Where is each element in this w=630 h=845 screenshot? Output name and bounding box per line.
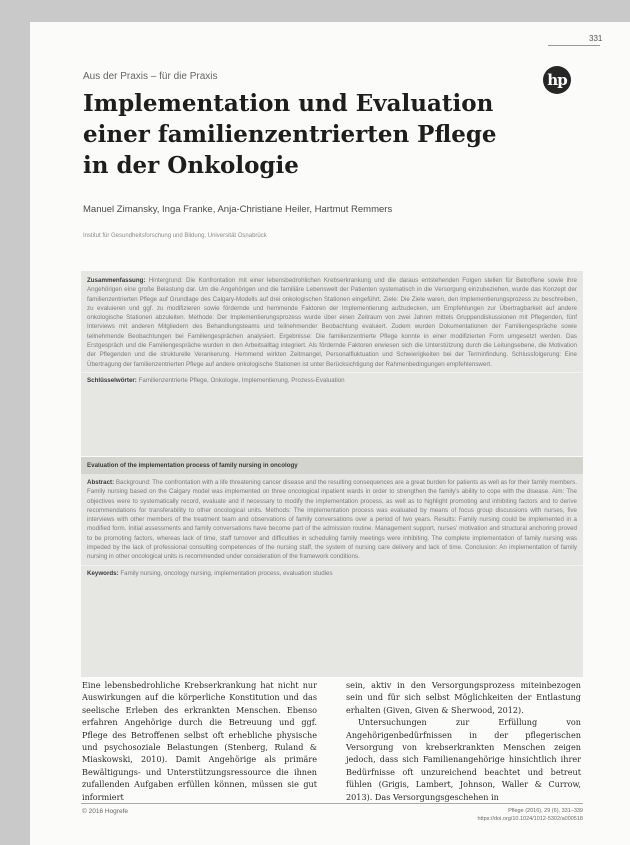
english-keywords-text: Family nursing, oncology nursing, implementation process, evaluation studies xyxy=(120,569,333,577)
footer-divider xyxy=(81,803,583,804)
english-abstract xyxy=(81,474,583,562)
hogrefe-logo-icon: hp xyxy=(543,66,571,94)
german-abstract-box xyxy=(81,271,583,456)
section-kicker: Aus der Praxis – für die Praxis xyxy=(83,71,218,82)
german-abstract-heading: Zusammenfassung: xyxy=(87,277,146,284)
citation-block xyxy=(470,807,583,823)
german-abstract-text: Hintergrund: Die Konfrontation mit einer lebensbedrohlichen Krebserkrankung und die daraus entstehenden Folgen stellen für Betroffene sowie ihre Angehörigen eine große Belastung dar. Um die Angehörigen und die familiäre Lebenswelt der Patienten systematisch in die Versorgung einzubeziehen, wurde das Konzept der familienzentrierten Pflege auf Grundlage des Calgary-Modells auf drei onkologischen Stationen eingeführt. Ziele: Die Ziele waren, den Implementierungsprozess zu beschreiben, zu evaluieren und ggf. zu modifizieren sowie fördernde und hemmende Faktoren der Implementierung aufzudecken, um Empfehlungen zur Übertragbarkeit auf andere onkologische Stationen abzuleiten. Methode: Der Implementierungsprozess wurde über einen Zeitraum von zwei Jahren mittels Gruppendiskussionen mit Pflegenden, fünf Interviews mit anderen Mitgliedern des Behandlungsteams und teilnehmender Beobachtung evaluiert. Zudem wurden Dokumentationen der Familiengespräche sowie teilnehmende Beobachtungen bei Familiengesprächen analysiert. Ergebnisse: Die familienzentrierte Pflege konnte in einer modifizierten Form umgesetzt werden. Das Erstgespräch und die Familiengespräche wurden in den Arbeitsalltag integriert. Als fördernde Faktoren erwiesen sich die Unterstützung durch die Leitungsebene, die Motivation der Pflegenden und die strukturelle Verankerung. Hemmend wirkten Zeitmangel, Personalfluktuation und Schwierigkeiten bei der Terminfindung. Schlussfolgerung: Eine Übertragung der familienzentrierten Pflege auf andere onkologische Stationen ist unter Berücksichtigung der Rahmenbedingungen empfehlenswert. xyxy=(87,277,577,368)
title-line-2: einer familienzentrierten Pflege xyxy=(83,121,497,148)
english-keywords-label: Keywords: xyxy=(87,569,119,577)
affiliation: Institut für Gesundheitsforschung und Bildung, Universität Osnabrück xyxy=(83,233,267,239)
page-number-rule xyxy=(548,45,600,46)
title-line-1: Implementation und Evaluation xyxy=(83,90,494,117)
page-number: 331 xyxy=(589,34,603,43)
german-keywords-text: Familienzentrierte Pflege, Onkologie, Implementierung, Prozess-Evaluation xyxy=(138,376,345,384)
authors: Manuel Zimansky, Inga Franke, Anja-Christiane Heiler, Hartmut Remmers xyxy=(83,204,393,215)
copyright: © 2016 Hogrefe xyxy=(82,808,128,815)
body-column-right xyxy=(346,679,581,803)
doi-link[interactable]: https://doi.org/10.1024/1012-5302/a000518 xyxy=(477,816,583,822)
journal-citation: Pflege (2016), 29 (6), 331–339 xyxy=(508,808,583,814)
english-abstract-heading: Evaluation of the implementation process of family nursing in oncology xyxy=(81,457,583,474)
body-paragraph: Untersuchungen zur Erfüllung von Angehörigenbedürfnissen in der pflegerischen Versorgung von krebserkrankten Menschen zeigen jedoch, dass sich Familienangehörige hinsichtlich ihrer Bedürfnisse oft unzureichend beachtet und betreut fühlen (Grigis, Lambert, Johnson, Waller & Currow, 2013). Das Versorgungsgeschehen in xyxy=(346,717,581,802)
body-paragraph: Eine lebensbedrohliche Krebserkrankung hat nicht nur Auswirkungen auf die körperliche Konstitution und das seelische Erleben des erkrankten Menschen. Ebenso erfahren Angehörige durch die Betreuung und ggf. Pflege des Betroffenen selbst oft erhebliche physische und psychosoziale Belastungen (Stenberg, Ruland & Miaskowski, 2010). Damit Angehörige als primäre Bewältigungs- und Unterstützungsressource die ihnen zufallenden Aufgaben erfüllen können, müssen sie gut informiert xyxy=(82,680,317,802)
german-keywords xyxy=(81,373,583,385)
body-column-left xyxy=(82,679,317,803)
english-abstract-label: Abstract: xyxy=(87,479,115,486)
body-paragraph: sein, aktiv in den Versorgungsprozess miteinbezogen sein und für sich selbst Möglichkeiten der Entlastung erhalten (Given, Given & Sherwood, 2012). xyxy=(346,680,581,715)
english-abstract-text: Background: The confrontation with a life threatening cancer disease and the resulting consequences are a great burden for patients as well as for their family members. Family nursing based on the Calgary model was implemented on three oncological inpatient wards in order to strengthen the family's ability to cope with the disease. Aim: The objectives were to systematically record, evaluate and if necessary to modify the implementation process, as well as to highlight promoting and inhibiting factors and to derive recommendations for transferability to other oncological units. Methods: The implementation process was evaluated by means of focus group discussions with nurses, five interviews with other members of the treatment team and observations of family conversations over a period of two years. Results: Family nursing could be implemented in a modified form. Initial assessments and family conversations have become part of the admission routine. Management support, nurses' motivation and structural anchoring proved to be promoting factors, whereas lack of time, staff turnover and difficulties in scheduling family meetings were inhibiting. The complete implementation of family nursing was impeded by the lack of professional consulting competences of the nursing staff, the system of nursing care delivery and lack of time. Conclusion: An implementation of family nursing in other oncological units is recommended under consideration of the framework conditions. xyxy=(87,479,577,561)
english-keywords xyxy=(81,566,583,578)
german-abstract xyxy=(81,271,583,369)
german-keywords-label: Schlüsselwörter: xyxy=(87,376,137,384)
title-line-3: in der Onkologie xyxy=(83,152,299,179)
english-abstract-box xyxy=(81,457,583,677)
article-title xyxy=(83,88,533,181)
